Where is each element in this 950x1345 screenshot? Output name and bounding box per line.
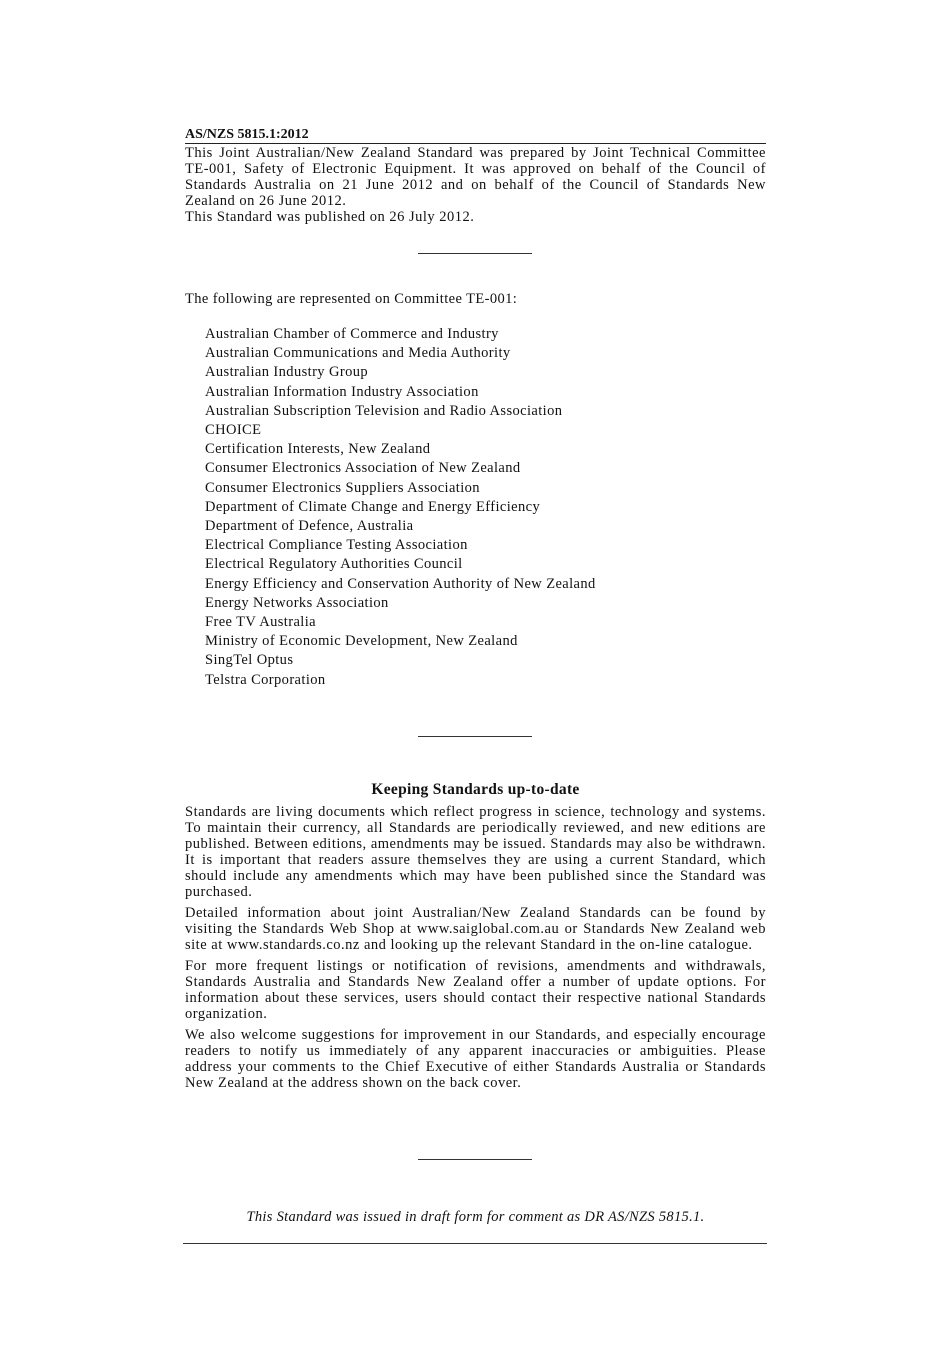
keeping-standards-text [185, 804, 766, 1096]
list-item: Ministry of Economic Development, New Zealand [205, 633, 518, 650]
paragraph: Detailed information about joint Australian/New Zealand Standards can be found by visiting the Standards Web Shop at www.saiglobal.com.au or Standards New Zealand web site at www.standards.co.nz and looking up the relevant Standard in the on-line catalogue. [185, 905, 766, 953]
section-heading: Keeping Standards up-to-date [371, 781, 580, 798]
section-divider [418, 1159, 532, 1160]
committee-intro: The following are represented on Committee TE-001: [185, 291, 518, 307]
list-item: Australian Industry Group [205, 364, 369, 381]
section-divider [418, 736, 532, 737]
paragraph: For more frequent listings or notification of revisions, amendments and withdrawals, Standards Australia and Standards New Zealand offer a number of update options. For information about these services, users should contact their respective national Standards organization. [185, 958, 766, 1022]
section-divider [418, 253, 532, 254]
paragraph: Standards are living documents which reflect progress in science, technology and systems. To maintain their currency, all Standards are periodically reviewed, and new editions are published. Between editions, amendments may be issued. Standards may also be withdrawn. It is important that readers assure themselves they are using a current Standard, which should include any amendments which may have been published since the Standard was purchased. [185, 804, 766, 900]
list-item: Electrical Regulatory Authorities Council [205, 556, 463, 573]
list-item: Consumer Electronics Suppliers Association [205, 479, 480, 496]
list-item: Department of Climate Change and Energy Efficiency [205, 498, 541, 515]
list-item: Consumer Electronics Association of New Zealand [205, 460, 521, 477]
standard-id: AS/NZS 5815.1:2012 [185, 126, 766, 144]
draft-note: This Standard was issued in draft form for comment as DR AS/NZS 5815.1. [246, 1209, 705, 1225]
list-item: SingTel Optus [205, 652, 294, 669]
list-item: Australian Chamber of Commerce and Industry [205, 326, 499, 342]
list-item: Electrical Compliance Testing Association [205, 537, 468, 554]
list-item: Energy Efficiency and Conservation Authority of New Zealand [205, 575, 596, 592]
paragraph: We also welcome suggestions for improvement in our Standards, and especially encourage readers to notify us immediately of any apparent inaccuracies or ambiguities. Please address your comments to the Chief Executive of either Standards Australia or Standards New Zealand at the address shown on the back cover. [185, 1027, 766, 1091]
list-item: CHOICE [205, 422, 262, 439]
list-item: Free TV Australia [205, 614, 316, 631]
approval-paragraph: This Joint Australian/New Zealand Standard was prepared by Joint Technical Committee TE-001, Safety of Electronic Equipment. It was approved on behalf of the Council of Standards Australia on 21 June 2012 and on behalf of the Council of Standards New Zealand on 26 June 2012. [185, 145, 766, 209]
committee-members-list [205, 325, 596, 690]
list-item: Telstra Corporation [205, 671, 326, 688]
list-item: Department of Defence, Australia [205, 518, 414, 535]
list-item: Australian Subscription Television and Radio Association [205, 402, 563, 419]
publication-date: This Standard was published on 26 July 2012. [185, 209, 475, 225]
bottom-rule [183, 1243, 767, 1244]
list-item: Energy Networks Association [205, 594, 389, 611]
list-item: Certification Interests, New Zealand [205, 441, 431, 458]
list-item: Australian Information Industry Association [205, 383, 479, 400]
list-item: Australian Communications and Media Authority [205, 345, 511, 362]
approval-statement [185, 145, 766, 225]
